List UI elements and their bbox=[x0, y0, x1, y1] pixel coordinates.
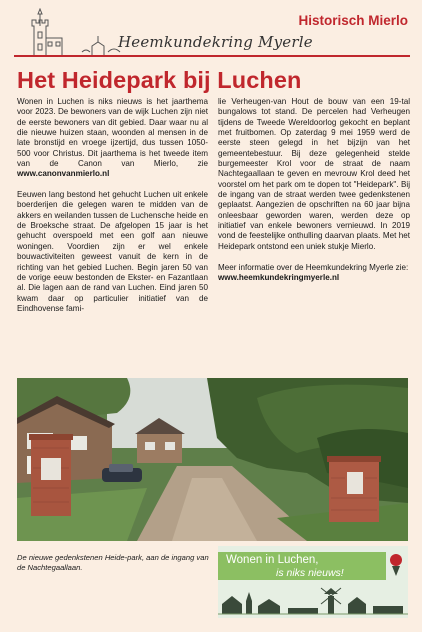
intro-text: Wonen in Luchen is niks nieuws is het jaarthema voor 2023. De bewoners van de wijk Luchen zijn niet de eerste bewoners van dit gebied. Daar waar nu al die nieuwe huizen staan, woonden al mensen in de late bronstijd en vroege ijzertijd, dus tussen 1050-500 voor Christus. Dit jaarthema is het tweede item van de Canon van Mierlo, zie bbox=[17, 97, 208, 169]
society-name: Heemkundekring Myerle bbox=[118, 33, 313, 51]
history-paragraph: Eeuwen lang bestond het gehucht Luchen uit enkele boerderijen die gelegen waren te midden van de akkers en weilanden tussen de Luchensche heide en de Broeksche straat. De afgelopen 15 jaar is het gehucht overspoeld met een golf aan nieuwe woningen. Voordien zijn er wel enkele bouwactiviteiten geweest vanuit de kern in de richting van het gebied Luchen. Begin jaren 50 van de vorige eeuw bestonden de Ekster- en Fazantlaan al. Die lagen aan de rand van Luchen. Eind jaren 50 kwam daar op particulier initiatief van de Eindhovense fami- bbox=[17, 190, 208, 313]
heidepark-paragraph: lie Verheugen-van Hout de bouw van een 19-tal bungalows tot stand. De percelen had Verheugen tijdens de Tweede Wereldoorlog gekocht en beplant met fruitbomen. Op zaterdag 9 mei 1959 werd de eerste steen gelegd in het bijzijn van het gemeentebestuur. Bij deze gelegenheid stelde burgemeester Krol voor de straat de naam Nachtegaallaan te geven en mevrouw Krol deed het voorstel om het park om te dopen tot "Heidepark". Bij de ingang van de straat werden twee gedenkstenen geplaatst. Aangezien de opschriften na 60 jaar bijna onleesbaar geworden waren, werden deze op initiatief van enkele bewoners vernieuwd. In 2019 vond de feestelijke onthulling daarvan plaats. Met het Heidepark ontstond een uniek stukje Mierlo. bbox=[218, 97, 410, 251]
left-column bbox=[17, 97, 208, 325]
canon-link[interactable]: www.canonvanmierlo.nl bbox=[17, 169, 110, 179]
right-column bbox=[218, 97, 410, 294]
castle-tower-logo-icon bbox=[22, 8, 132, 58]
section-title: Historisch Mierlo bbox=[298, 13, 408, 28]
entrance-photo-image bbox=[17, 378, 408, 541]
promo-line-1: Wonen in Luchen, bbox=[226, 554, 319, 566]
heemkundekring-link[interactable]: www.heemkundekringmyerle.nl bbox=[218, 272, 340, 282]
entrance-photo bbox=[17, 378, 408, 541]
more-info-text: Meer informatie over de Heemkundekring Myerle zie: bbox=[218, 262, 409, 272]
promo-banner bbox=[218, 546, 408, 618]
header-divider bbox=[14, 55, 410, 57]
intro-paragraph bbox=[17, 97, 208, 180]
page-header bbox=[0, 0, 422, 60]
photo-caption: De nieuwe gedenkstenen Heide-park, aan de ingang van de Nachtegaallaan. bbox=[17, 553, 209, 572]
article-title: Het Heidepark bij Luchen bbox=[17, 67, 302, 93]
promo-line-2: is niks nieuws! bbox=[276, 567, 344, 579]
more-info-paragraph bbox=[218, 263, 410, 284]
